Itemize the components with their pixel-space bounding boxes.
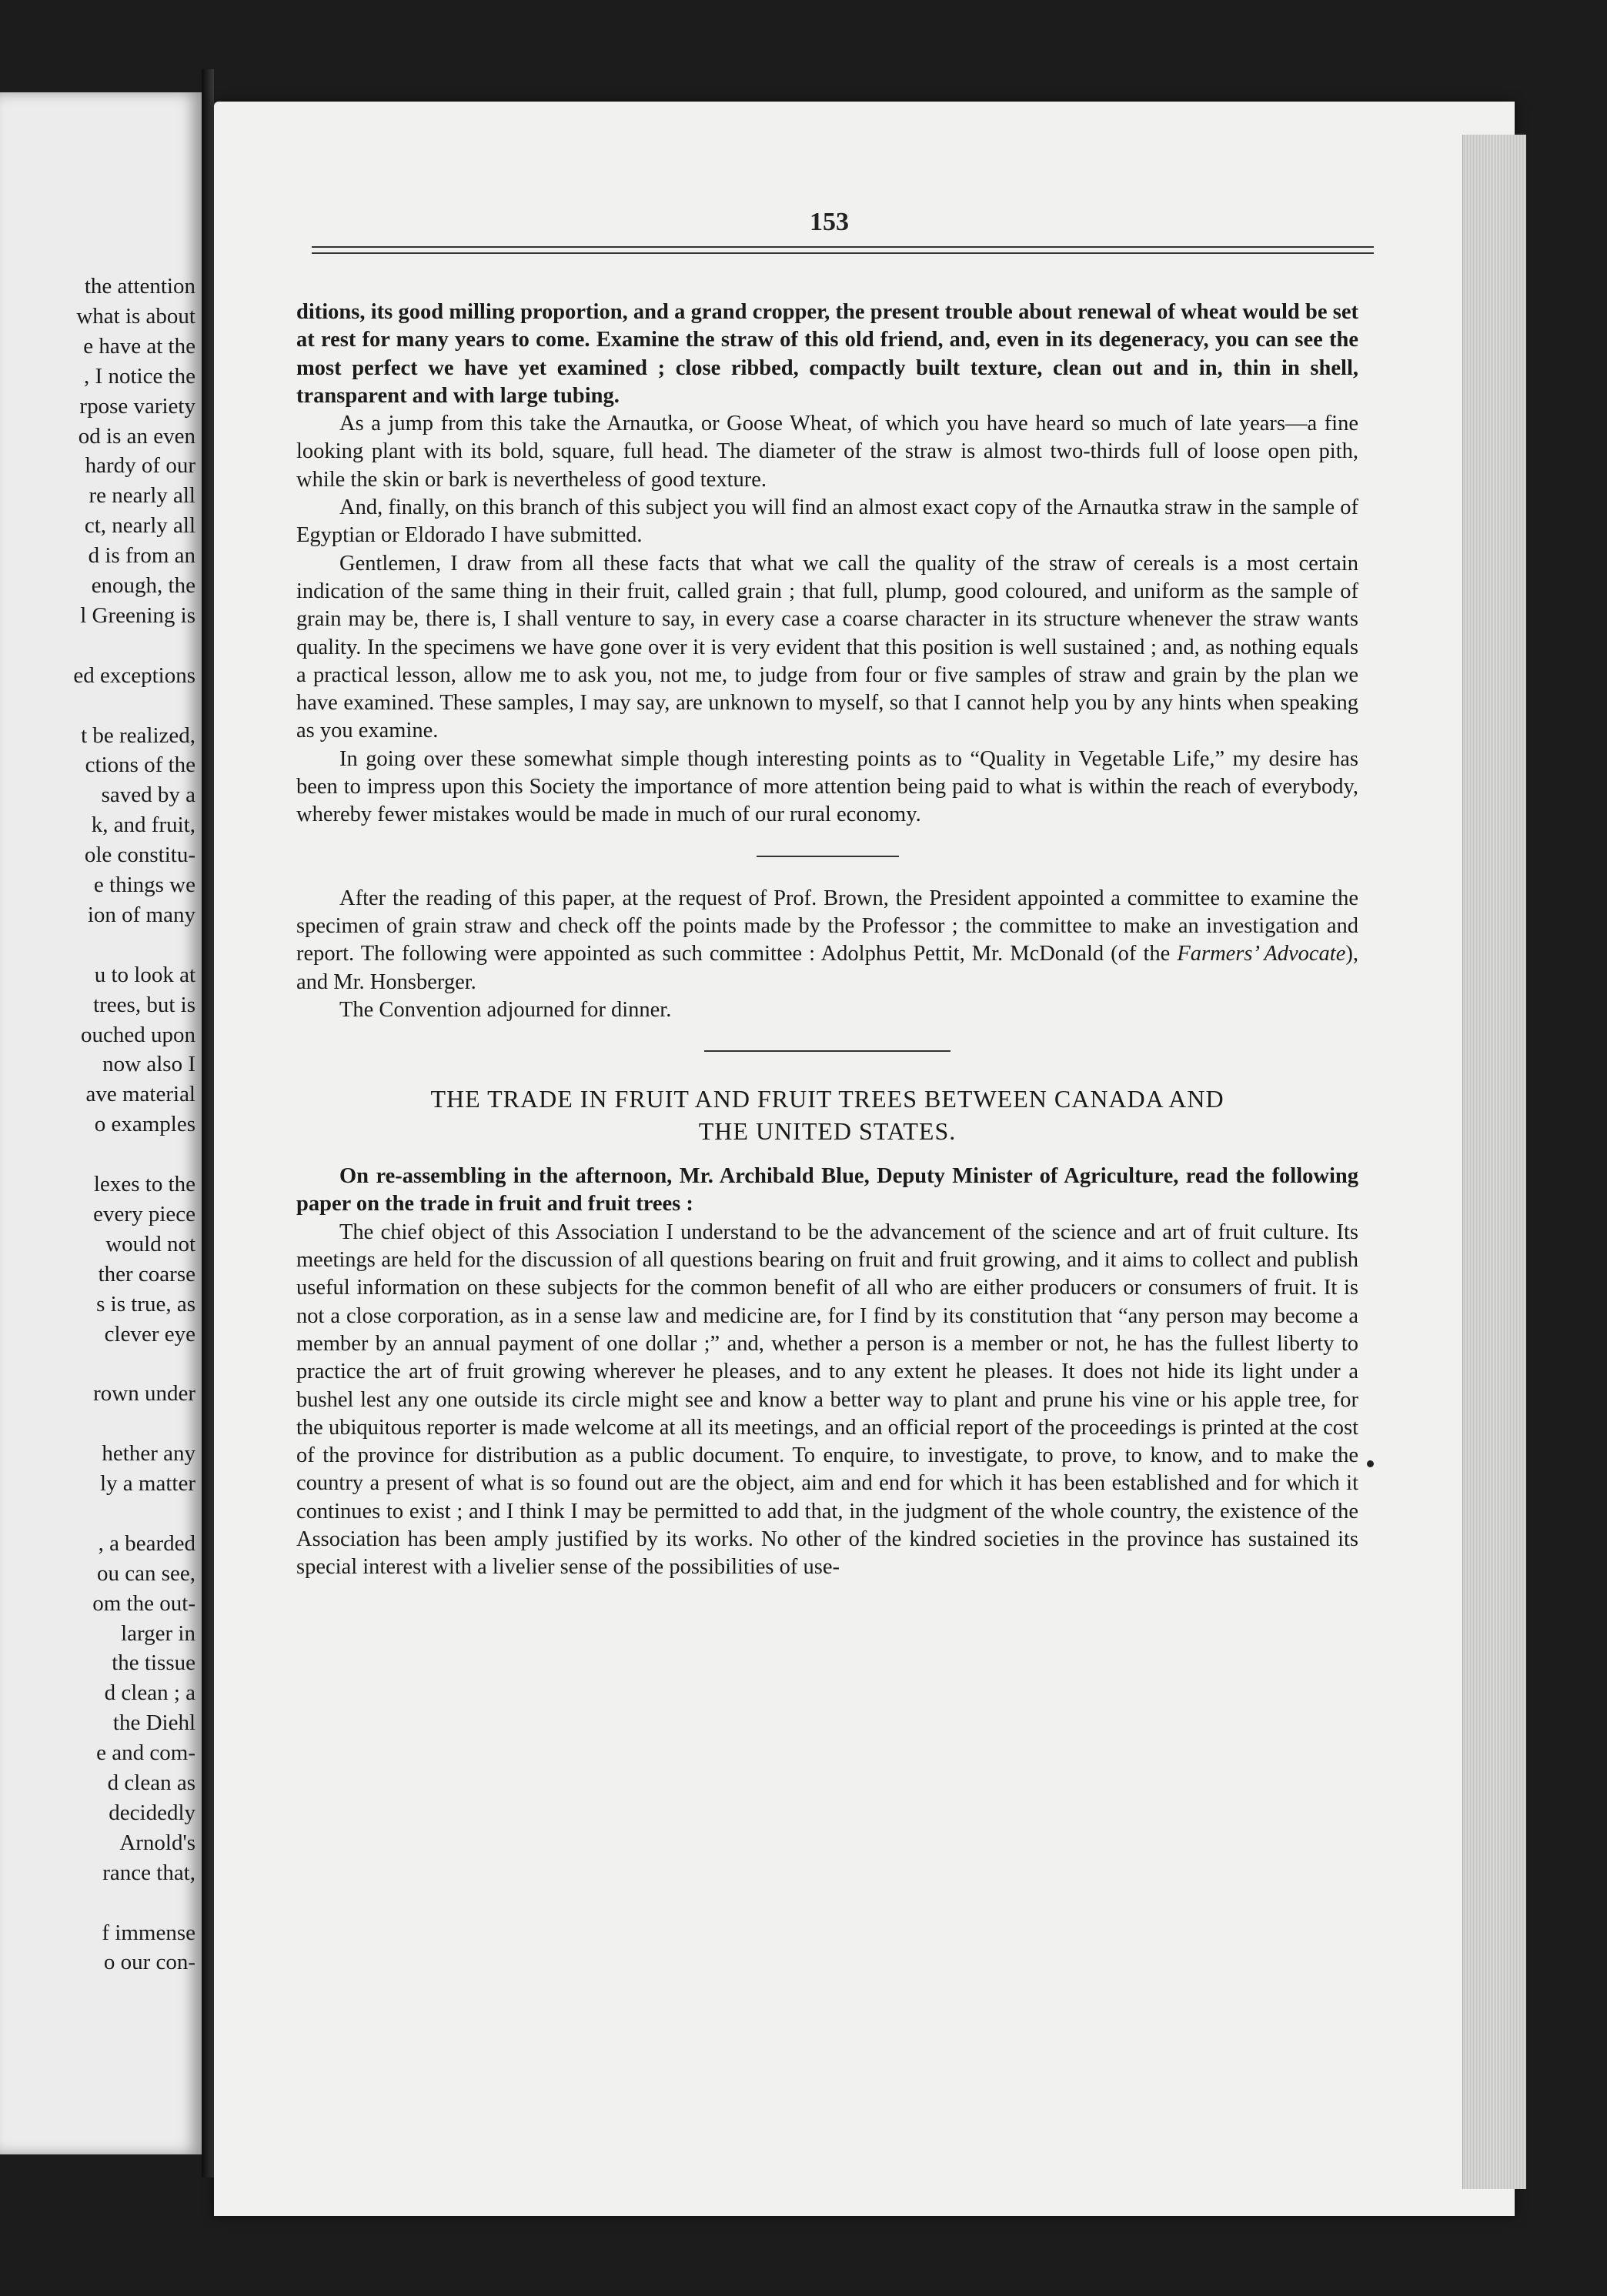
previous-page-line: d is from an — [88, 543, 195, 569]
previous-page-line: enough, the — [91, 573, 195, 598]
previous-page-line: e things we — [93, 873, 195, 897]
previous-page-line: rance that, — [102, 1860, 195, 1885]
article-separator — [704, 1050, 951, 1052]
previous-page-line: what is about — [76, 303, 195, 329]
page-body — [296, 299, 1358, 1582]
previous-page-line: o examples — [94, 1112, 195, 1137]
previous-page-line: t be realized, — [81, 723, 195, 748]
article-heading — [296, 1083, 1358, 1147]
adjourn-line: The Convention adjourned for dinner. — [339, 997, 672, 1022]
paragraph-conclusion: In going over these somewhat simple though interesting points as to “Quality in Vegetable Life,” my desire has been to impress upon this Society the importance of more attention being paid to what is within the reach of everybody, whereby fewer mistakes would be made in much of our rural economy. — [296, 746, 1358, 827]
article-heading-line-1: THE TRADE IN FRUIT AND FRUIT TREES BETWEEN CANADA AND — [430, 1085, 1224, 1113]
header-rule-top — [312, 246, 1374, 248]
header-rule-bottom — [312, 252, 1374, 254]
previous-page-line: k, and fruit, — [91, 813, 195, 838]
page-number: 153 — [810, 208, 849, 236]
previous-page-line: d clean ; a — [104, 1680, 195, 1706]
previous-page-line: om the out- — [92, 1590, 195, 1616]
article-heading-line-2: THE UNITED STATES. — [698, 1117, 957, 1146]
previous-page-line: clever eye — [104, 1321, 195, 1347]
previous-page-line: hardy of our — [85, 453, 195, 479]
previous-page-line: lexes to the — [93, 1172, 195, 1196]
section-separator — [757, 856, 899, 857]
previous-page-line: ion of many — [87, 902, 195, 927]
previous-page-line: od is an even — [78, 423, 195, 449]
previous-page-line: now also I — [102, 1052, 195, 1077]
previous-page-line: , a bearded — [98, 1530, 195, 1556]
previous-page-line: ou can see, — [96, 1560, 195, 1586]
previous-page-line: saved by a — [101, 783, 195, 808]
previous-page-line: rown under — [93, 1381, 195, 1407]
article-body: The chief object of this Association I understand to be the advancement of the science and art of fruit culture. Its meetings are held for the discussion of all questions bearing on fruit and fruit growing, and it aims to collect and publish useful information on these subjects for the common benefit of all who are either producers or consumers of fruit. It is not a close corporation, as in a sense law and medicine are, for I find by its constitution that “any person may become a member by an annual payment of one dollar ;” and, whether a person is a member or not, he has the fullest liberty to practice the art of fruit growing wherever he pleases, and to any extent he pleases. It does not hide its light under a bushel lest any one outside its circle might see and know a better way to plant and prune his vine or his apple tree, for the ubiquitous reporter is made welcome at all its meetings, and an official report of the proceedings is printed at the cost of the province for distribution as a public document. To enquire, to investigate, to prove, to know, and to make the country a present of what is so found out are the object, aim and end for which it has been established and for which it continues to exist ; and I think I may be permitted to add that, in the judgment of the whole country, the existence of the Association has been amply justified by its works. No other of the kindred societies in the province has sustained its special interest with a livelier sense of the possibilities of use- — [296, 1220, 1358, 1580]
previous-page-line: ly a matter — [99, 1471, 195, 1496]
paragraph-continued: ditions, its good milling proportion, and a grand cropper, the present trouble about renewal of wheat would be set at rest for many years to come. Examine the straw of this old friend, and, even in its degeneracy, you can see the most perfect we have yet examined ; close ribbed, compactly built texture, clean out and in, thin in shell, transparent and with large tubing. — [296, 300, 1358, 408]
previous-page-line: f immense — [102, 1920, 195, 1945]
article-intro: On re-assembling in the afternoon, Mr. Archibald Blue, Deputy Minister of Agriculture, read the following paper on the trade in fruit and fruit trees : — [296, 1164, 1358, 1216]
book-gutter — [202, 69, 214, 2178]
previous-page-line: l Greening is — [80, 602, 195, 628]
previous-page-line: rpose variety — [79, 393, 195, 419]
previous-page-line: ed exceptions — [73, 662, 195, 688]
previous-page-line: decidedly — [109, 1800, 195, 1825]
previous-page-line: ct, nearly all — [84, 513, 195, 539]
previous-page-line: ouched upon — [81, 1022, 195, 1047]
previous-page-line: e and com- — [96, 1740, 195, 1766]
previous-page-line: would not — [105, 1231, 195, 1256]
previous-page-line: Arnold's — [119, 1830, 195, 1855]
previous-page-line: ctions of the — [85, 753, 195, 778]
previous-page-line: ole constitu- — [84, 843, 195, 868]
previous-page-fragment — [0, 92, 202, 2154]
previous-page-line: hether any — [102, 1441, 195, 1467]
previous-page-line: o our con- — [103, 1950, 195, 1975]
previous-page-line: u to look at — [94, 962, 195, 987]
previous-page-line: every piece — [93, 1201, 195, 1226]
paragraph-quality: Gentlemen, I draw from all these facts that what we call the quality of the straw of cereals is a most certain indication of the same thing in their fruit, called grain ; that full, plump, good coloured, and uniform as the sample of grain may be, there is, I shall venture to say, in every case a coarse character in its structure whenever the straw wants quality. In the specimens we have gone over it is very evident that this position is well sustained ; and, as nothing equals a practical lesson, allow me to ask you, not me, to judge from four or five samples of straw and grain by the plan we have examined. These samples, I may say, are unknown to myself, so that I cannot help you by any hints when speaking as you examine. — [296, 551, 1358, 743]
previous-page-line: s is true, as — [96, 1291, 195, 1317]
previous-page-line: trees, but is — [93, 992, 195, 1017]
previous-page-line: ther coarse — [98, 1261, 195, 1286]
committee-paragraph: After the reading of this paper, at the request of Prof. Brown, the President appointed a committee to examine the specimen of grain straw and check off the points made by the Professor ; the committee to make an investigation and report. The following were appointed as such committee : Adolphus Pettit, Mr. McDonald (of the Farmers’ Advocate), and Mr. Honsberger. — [296, 886, 1358, 994]
previous-page-line: e have at the — [83, 333, 195, 359]
paragraph-egyptian: And, finally, on this branch of this subject you will find an almost exact copy of the Arnautka straw in the sample of Egyptian or Eldorado I have submitted. — [296, 496, 1358, 548]
publication-title: Farmers’ Advocate — [1177, 942, 1346, 966]
previous-page-line: d clean as — [107, 1770, 195, 1795]
previous-page-line: the attention — [84, 274, 195, 299]
previous-page-line: the tissue — [112, 1650, 195, 1676]
margin-mark — [1367, 1460, 1374, 1467]
paragraph-arnautka: As a jump from this take the Arnautka, or Goose Wheat, of which you have heard so much of late years—a fine looking plant with its bold, square, full head. The diameter of the straw is almost two-thirds full of loose open pith, while the skin or bark is nevertheless of good texture. — [296, 412, 1358, 492]
page-edges — [1462, 135, 1526, 2189]
previous-page-line: ave material — [85, 1082, 195, 1107]
previous-page-line: larger in — [121, 1620, 195, 1646]
previous-page-line: re nearly all — [89, 483, 195, 509]
previous-page-line: the Diehl — [112, 1710, 195, 1736]
previous-page-line: , I notice the — [84, 363, 195, 389]
